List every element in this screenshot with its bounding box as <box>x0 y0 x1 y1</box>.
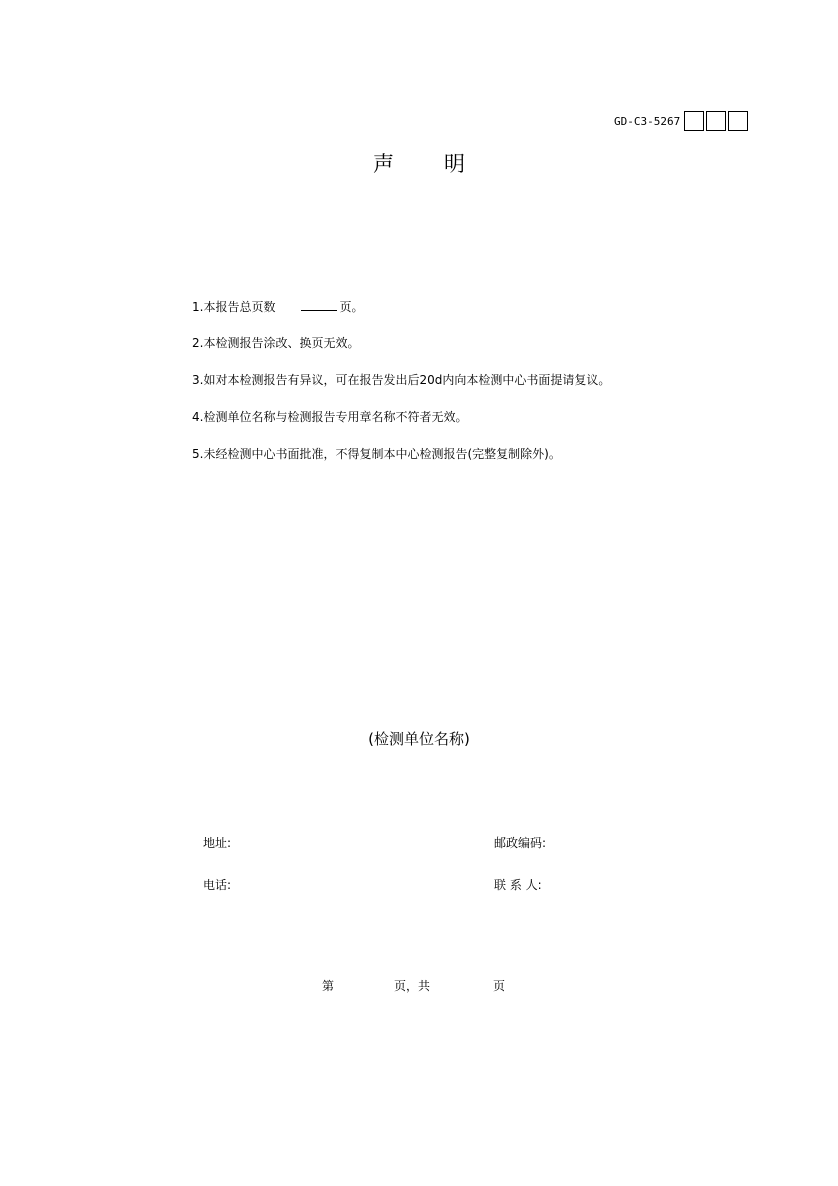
statement-1 <box>192 298 610 335</box>
statement-3: 3.如对本检测报告有异议，可在报告发出后20d内向本检测中心书面提请复议。 <box>192 373 611 387</box>
page-title: 声明 <box>373 152 515 176</box>
page-number-mid: 页，共 <box>394 979 431 993</box>
document-code-text: GD-C3-5267 <box>614 114 681 128</box>
statement-list <box>192 298 610 483</box>
org-name: (检测单位名称) <box>368 730 470 748</box>
code-box-2 <box>706 111 726 131</box>
statement-1-text: 1.本报告总页数 <box>192 300 276 314</box>
postcode-label: 邮政编码: <box>494 836 547 850</box>
page-number-prefix: 第 <box>322 979 335 993</box>
document-code <box>614 110 748 132</box>
statement-2: 2.本检测报告涂改、换页无效。 <box>192 336 360 350</box>
code-box-3 <box>728 111 748 131</box>
code-box-1 <box>684 111 704 131</box>
contact-person-label: 联 系 人: <box>494 878 542 892</box>
phone-label: 电话: <box>203 878 232 892</box>
address-label: 地址: <box>203 836 232 850</box>
statement-5: 5.未经检测中心书面批准，不得复制本中心检测报告(完整复制除外)。 <box>192 447 561 461</box>
statement-1-suffix: 页。 <box>339 300 364 314</box>
page-count-blank <box>301 298 337 311</box>
page-number-suffix: 页 <box>493 979 506 993</box>
statement-4: 4.检测单位名称与检测报告专用章名称不符者无效。 <box>192 410 468 424</box>
